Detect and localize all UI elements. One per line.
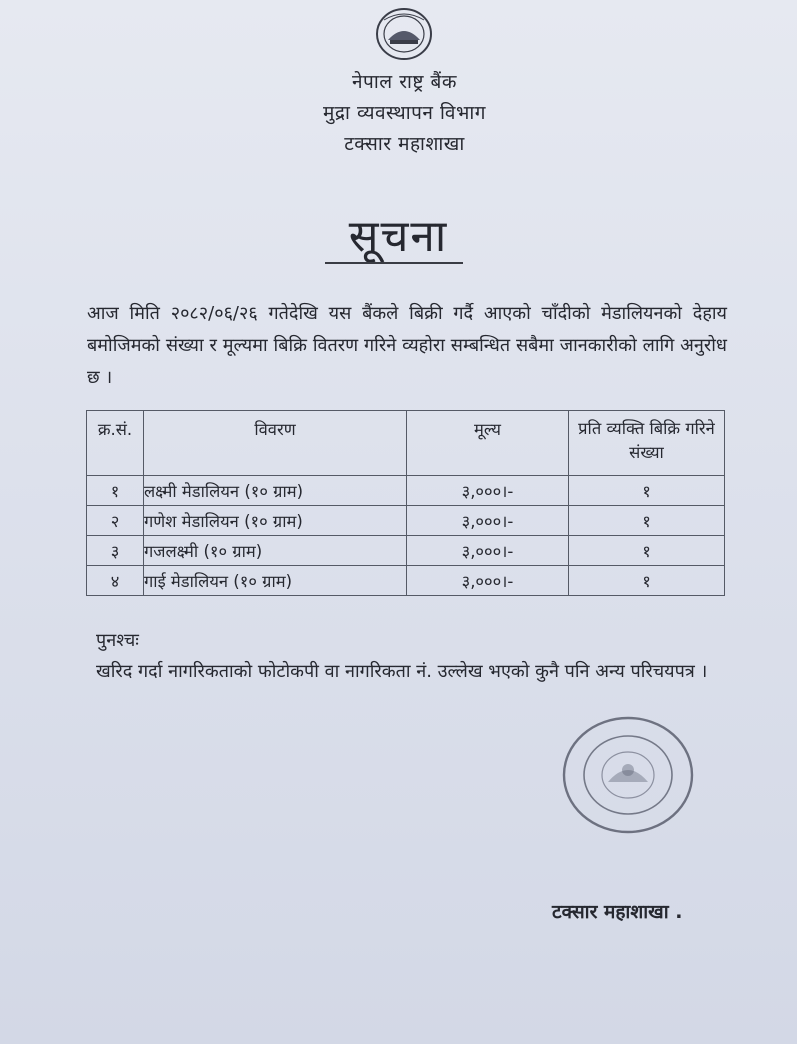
row-qty: १	[569, 506, 725, 536]
row-sn: ३	[87, 536, 144, 566]
header-price: मूल्य	[407, 411, 569, 476]
row-description: गाई मेडालियन (१० ग्राम)	[144, 566, 407, 596]
notice-title: सूचना	[348, 211, 449, 262]
notice-body: आज मिति २०८२/०६/२६ गतेदेखि यस बैंकले बिक्री गर्दै आएको चाँदीको मेडालियनको देहाय बमोजिमको संख्या र मूल्यमा बिक्रि वितरण गरिने व्यहोरा सम्बन्धित सबैमा जानकारीको लागि अनुरोध छ ।	[87, 303, 727, 388]
row-qty: १	[569, 566, 725, 596]
row-description: गणेश मेडालियन (१० ग्राम)	[144, 506, 407, 536]
row-sn: १	[87, 476, 144, 506]
row-description: लक्ष्मी मेडालियन (१० ग्राम)	[144, 476, 407, 506]
title-underline	[325, 262, 463, 264]
postscript-text: खरिद गर्दा नागरिकताको फोटोकपी वा नागरिकता नं. उल्लेख भएको कुनै पनि अन्य परिचयपत्र ।	[96, 661, 708, 682]
header-sn: क्र.सं.	[87, 411, 144, 476]
division-name: टक्सार महाशाखा	[344, 133, 465, 155]
header-qty: प्रति व्यक्ति बिक्रि गरिने संख्या	[569, 411, 725, 476]
nrb-emblem-icon	[374, 6, 434, 62]
row-qty: १	[569, 476, 725, 506]
header-description: विवरण	[144, 411, 407, 476]
table-row	[87, 536, 725, 566]
table-row	[87, 506, 725, 536]
table-row	[87, 566, 725, 596]
table-row	[87, 476, 725, 506]
signoff: टक्सार महाशाखा .	[552, 901, 683, 923]
office-seal-icon	[560, 714, 696, 836]
row-price: ३,०००।-	[407, 566, 569, 596]
row-qty: १	[569, 536, 725, 566]
org-name: नेपाल राष्ट्र बैंक	[352, 71, 457, 93]
medallion-table	[86, 410, 725, 596]
row-price: ३,०००।-	[407, 536, 569, 566]
table-header-row	[87, 411, 725, 476]
department-name: मुद्रा व्यवस्थापन विभाग	[323, 102, 486, 124]
row-price: ३,०००।-	[407, 476, 569, 506]
row-sn: २	[87, 506, 144, 536]
row-price: ३,०००।-	[407, 506, 569, 536]
row-sn: ४	[87, 566, 144, 596]
postscript-label: पुनश्चः	[96, 630, 139, 651]
row-description: गजलक्ष्मी (१० ग्राम)	[144, 536, 407, 566]
